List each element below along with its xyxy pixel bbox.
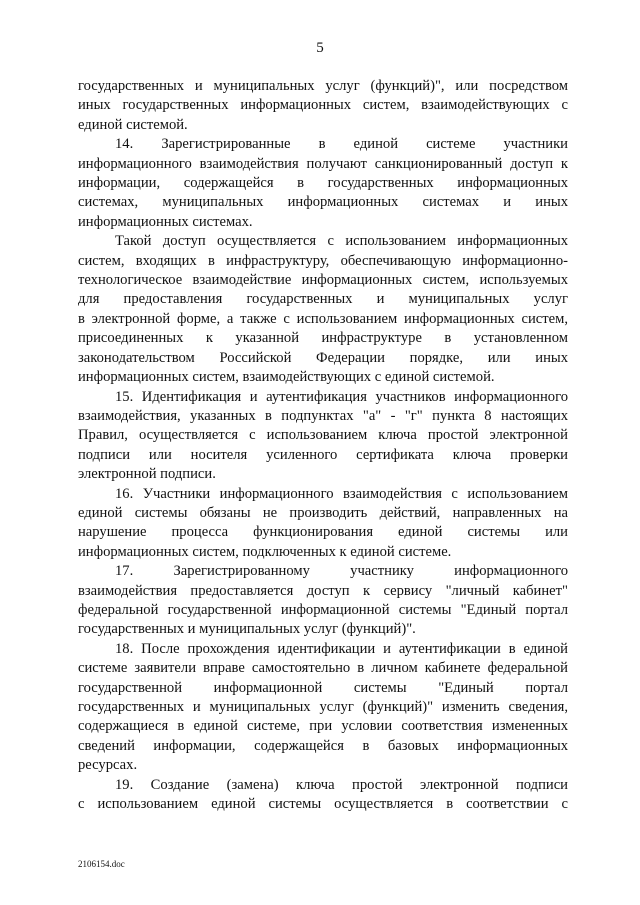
text-line: единой системой. (78, 116, 188, 133)
text-line: взаимодействия, указанных в подпунктах "а" - "г" пункта 8 настоящих (78, 407, 568, 424)
text-line: федеральной государственной информационной системы "Единый портал (78, 601, 568, 618)
text-line: государственных и муниципальных услуг (функций)" изменить сведения, (78, 699, 568, 715)
text-line: взаимодействия предоставляется доступ к сервису "личный кабинет" (78, 582, 568, 599)
text-line: информационного взаимодействия получают санкционированный доступ к (78, 155, 568, 172)
text-line: 14. Зарегистрированные в единой системе участники (115, 136, 568, 153)
text-line: государственных и муниципальных услуг (функций)". (78, 621, 416, 638)
text-line: нарушение процесса функционирования единой системы или (78, 524, 568, 541)
text-line: государственных и муниципальных услуг (функций)", или посредством (78, 78, 568, 94)
text-line: информационных систем, подключенных к единой системе. (78, 543, 452, 560)
text-line: информационных системах. (78, 213, 253, 230)
text-line: с использованием единой системы осуществляется в соответствии с (78, 796, 568, 813)
text-line: присоединенных к указанной инфраструктуре в установленном (78, 330, 568, 347)
text-line: подписи или носителя усиленного сертификата ключа проверки (78, 446, 568, 463)
text-line: иных государственных информационных систем, взаимодействующих с (78, 97, 568, 114)
text-line: для предоставления государственных и муниципальных услуг (78, 291, 568, 308)
text-line: систем, входящих в инфраструктуру, обеспечивающую информационно- (78, 252, 568, 269)
text-line: ресурсах. (78, 757, 138, 774)
text-line: системах, муниципальных информационных системах и иных (78, 194, 568, 211)
text-line: информации, содержащейся в государственных информационных (78, 175, 568, 192)
text-line: электронной подписи. (78, 466, 216, 483)
text-line: 17. Зарегистрированному участнику информационного (115, 563, 568, 580)
text-line: Такой доступ осуществляется с использованием информационных (115, 233, 568, 250)
text-line: системе заявители вправе самостоятельно в личном кабинете федеральной (78, 660, 568, 677)
text-line: 15. Идентификация и аутентификация участников информационного (115, 388, 568, 405)
text-line: государственной информационной системы "Единый портал (78, 679, 568, 696)
text-line: информационных систем, взаимодействующих с единой системой. (78, 369, 495, 386)
text-line: 19. Создание (замена) ключа простой электронной подписи (115, 776, 568, 793)
text-line: 16. Участники информационного взаимодействия с использованием (115, 485, 568, 502)
text-line: технологическое взаимодействие информационных систем, используемых (78, 272, 568, 289)
text-line: законодательством Российской Федерации порядке, или иных (78, 349, 568, 366)
text-line: в электронной форме, а также с использованием информационных систем, (78, 310, 568, 327)
text-line: Правил, осуществляется с использованием ключа простой электронной (78, 427, 568, 444)
document-body (78, 77, 568, 814)
text-line: сведений информации, содержащейся в базовых информационных (78, 737, 568, 754)
page-number: 5 (316, 40, 324, 56)
text-line: 18. После прохождения идентификации и аутентификации в единой (115, 640, 568, 657)
text-line: содержащиеся в единой системе, при условии соответствия измененных (78, 718, 568, 735)
footer-filename: 2106154.doc (78, 859, 125, 869)
text-line: единой системы обязаны не производить действий, направленных на (78, 504, 568, 521)
